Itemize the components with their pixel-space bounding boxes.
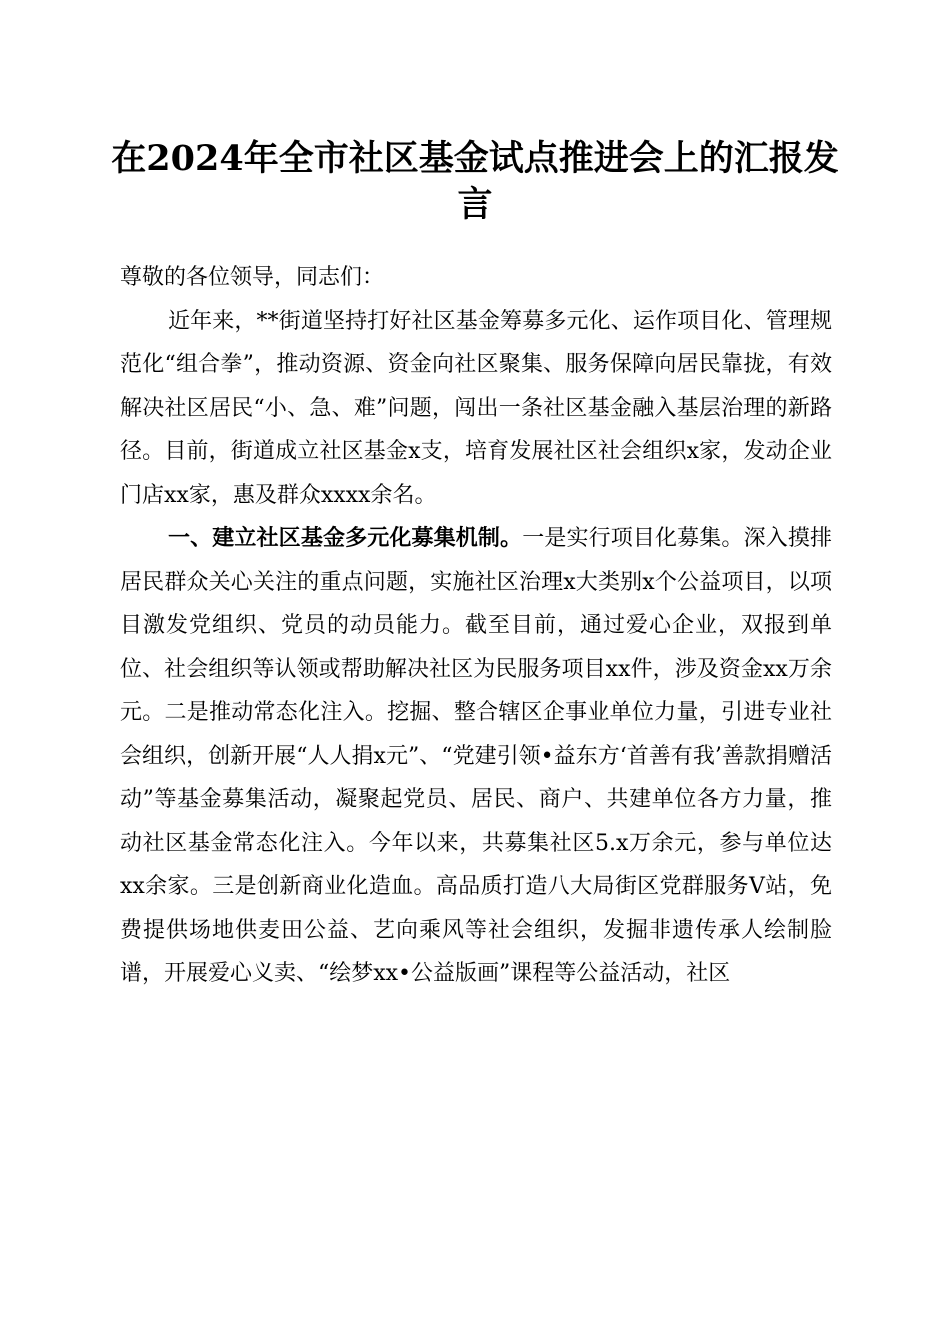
section-1-paragraph	[120, 517, 832, 996]
document-body	[120, 256, 832, 996]
section-1-heading: 一、建立社区基金多元化募集机制。	[168, 525, 523, 551]
salutation: 尊敬的各位领导，同志们：	[120, 265, 385, 290]
document-title: 在2024年全市社区基金试点推进会上的汇报发言	[111, 138, 839, 225]
intro-paragraph: 近年来，**街道坚持打好社区基金筹募多元化、运作项目化、管理规范化“组合拳”，推动资源、资金向社区聚集、服务保障向居民靠拢，有效解决社区居民“小、急、难”问题，闯出一条社区基金融入基层治理的新路径。目前，街道成立社区基金x支，培育发展社区社会组织x家，发动企业门店xx家，惠及群众xxxx余名。	[120, 308, 832, 508]
section-1-body: 一是实行项目化募集。深入摸排居民群众关心关注的重点问题，实施社区治理x大类别x个公益项目，以项目激发党组织、党员的动员能力。截至目前，通过爱心企业，双报到单位、社会组织等认领或帮助解决社区为民服务项目xx件，涉及资金xx万余元。二是推动常态化注入。挖掘、整合辖区企事业单位力量，引进专业社会组织，创新开展“人人捐x元”、“党建引领•益东方‘首善有我’善款捐赠活动”等基金募集活动，凝聚起党员、居民、商户、共建单位各方力量，推动社区基金常态化注入。今年以来，共募集社区5.x万余元，参与单位达xx余家。三是创新商业化造血。高品质打造八大局街区党群服务V站，免费提供场地供麦田公益、艺向乘风等社会组织，发掘非遗传承人绘制脸谱，开展爱心义卖、“绘梦xx•公益版画”课程等公益活动，社区	[120, 526, 832, 986]
